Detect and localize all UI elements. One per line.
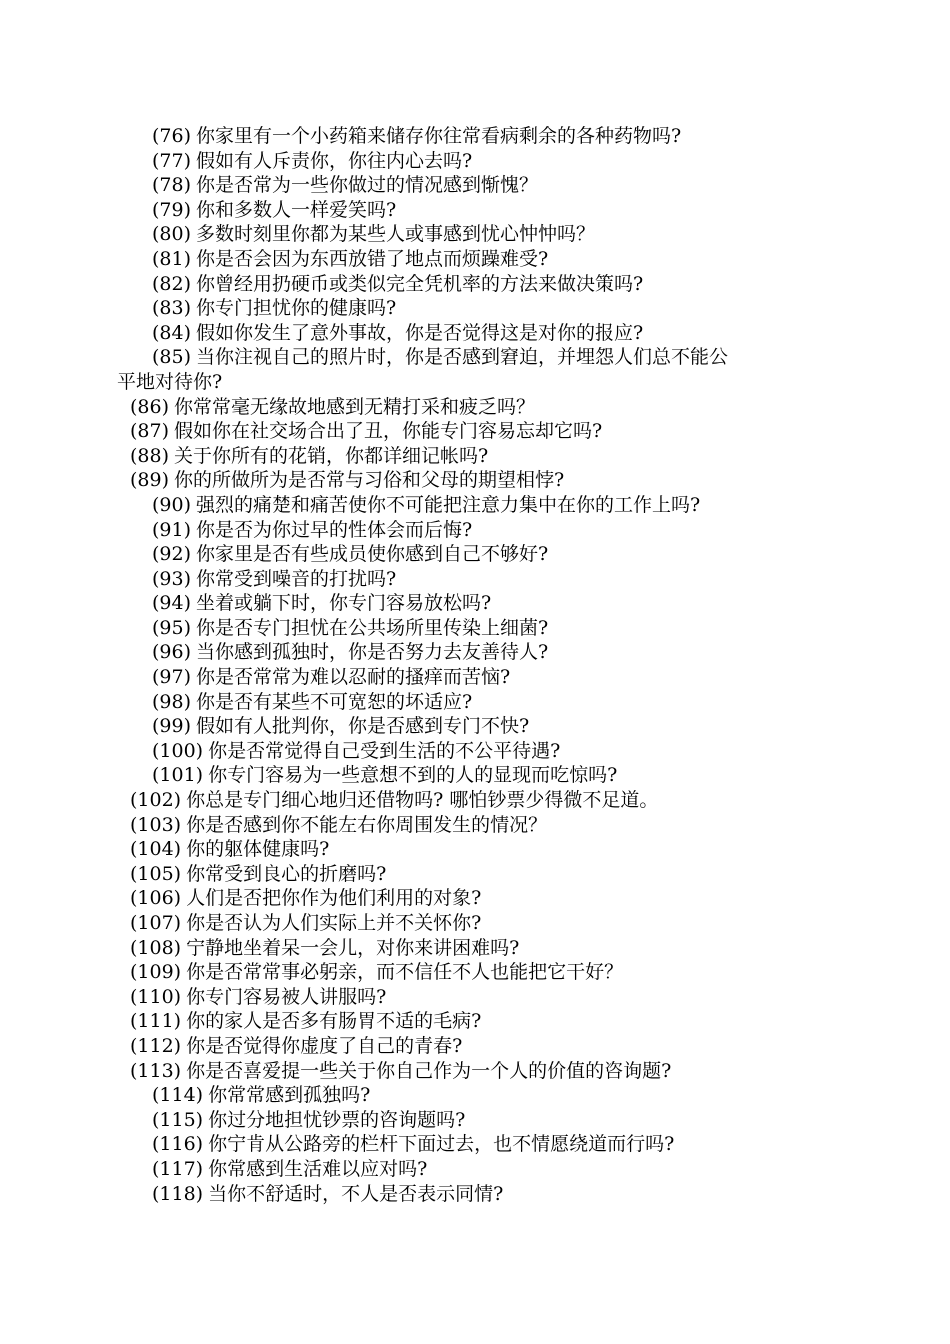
question-101 xyxy=(0,763,950,788)
question-number: (107) xyxy=(130,912,182,934)
question-94 xyxy=(0,591,950,616)
question-117 xyxy=(0,1157,950,1182)
question-text: 假如你发生了意外事故，你是否觉得这是对你的报应? xyxy=(196,321,644,344)
question-number: (102) xyxy=(130,789,182,812)
question-86 xyxy=(0,395,950,420)
question-number: (115) xyxy=(152,1108,204,1131)
question-number: (87) xyxy=(130,420,170,443)
question-text: 你宁肯从公路旁的栏杆下面过去，也不情愿绕道而行吗? xyxy=(208,1133,675,1156)
question-102 xyxy=(0,788,950,813)
question-number: (94) xyxy=(152,592,192,615)
question-text: 强烈的痛楚和痛苦使你不可能把注意力集中在你的工作上吗? xyxy=(196,493,701,516)
question-text: 你过分地担忧钞票的咨询题吗? xyxy=(208,1108,466,1131)
question-109 xyxy=(0,960,950,985)
question-number: (85) xyxy=(152,346,192,369)
question-text: 假如你在社交场合出了丑，你能专门容易忘却它吗? xyxy=(174,420,603,443)
question-text: 假如有人斥责你，你往内心去吗? xyxy=(196,149,473,172)
question-number: (95) xyxy=(152,616,192,639)
question-text: 坐着或躺下时，你专门容易放松吗? xyxy=(196,592,492,615)
question-number: (114) xyxy=(152,1084,204,1107)
question-92 xyxy=(0,542,950,567)
question-number: (93) xyxy=(152,567,192,590)
question-80 xyxy=(0,222,950,247)
question-110 xyxy=(0,985,950,1010)
question-number: (106) xyxy=(130,887,182,910)
question-98 xyxy=(0,690,950,715)
question-83 xyxy=(0,296,950,321)
question-81 xyxy=(0,247,950,272)
question-text: 你专门容易为一些意想不到的人的显现而吃惊吗? xyxy=(208,764,618,787)
question-number: (78) xyxy=(152,174,192,197)
question-number: (79) xyxy=(152,198,192,221)
question-number: (111) xyxy=(130,1010,182,1033)
question-text: 你是否常觉得自己受到生活的不公平待遇? xyxy=(208,739,561,762)
question-text: 当你注视自己的照片时，你是否感到窘迫，并埋怨人们总不能公 xyxy=(196,346,729,369)
question-115 xyxy=(0,1108,950,1133)
question-111 xyxy=(0,1009,950,1034)
question-number: (97) xyxy=(152,666,192,689)
question-number: (118) xyxy=(152,1182,204,1205)
question-107 xyxy=(0,911,950,936)
question-text: 你的家人是否多有肠胃不适的毛病? xyxy=(186,1010,482,1033)
question-text: 你曾经用扔硬币或类似完全凭机率的方法来做决策吗? xyxy=(196,272,644,295)
question-text: 你常感到生活难以应对吗? xyxy=(208,1157,428,1180)
question-106 xyxy=(0,886,950,911)
question-112 xyxy=(0,1034,950,1059)
question-113 xyxy=(0,1059,950,1084)
question-number: (98) xyxy=(152,690,192,713)
question-text: 假如有人批判你，你是否感到专门不快? xyxy=(196,715,530,738)
question-text: 你的所做所为是否常与习俗和父母的期望相悖? xyxy=(174,469,565,492)
question-number: (117) xyxy=(152,1157,204,1180)
question-text: 你是否有某些不可宽恕的坏适应? xyxy=(196,690,473,713)
question-103 xyxy=(0,813,950,838)
question-text: 当你感到孤独时，你是否努力去友善待人? xyxy=(196,641,549,664)
question-number: (86) xyxy=(130,395,170,418)
question-text: 你是否觉得你虚度了自己的青春? xyxy=(186,1034,463,1057)
question-number: (104) xyxy=(130,838,182,861)
question-105 xyxy=(0,862,950,887)
question-100 xyxy=(0,739,950,764)
question-text: 你家里有一个小药箱来储存你往常看病剩余的各种药物吗? xyxy=(196,125,682,147)
question-number: (88) xyxy=(130,444,170,467)
question-number: (80) xyxy=(152,223,192,246)
question-number: (105) xyxy=(130,862,182,885)
question-104 xyxy=(0,837,950,862)
question-text: 你是否为你过早的性体会而后悔? xyxy=(196,518,473,541)
question-text: 你和多数人一样爱笑吗? xyxy=(196,198,397,221)
question-87 xyxy=(0,419,950,444)
question-number: (96) xyxy=(152,641,192,664)
question-91 xyxy=(0,518,950,543)
question-text: 人们是否把你作为他们利用的对象? xyxy=(186,887,482,910)
question-96 xyxy=(0,640,950,665)
question-number: (83) xyxy=(152,297,192,320)
question-118 xyxy=(0,1182,950,1207)
question-text: 关于你所有的花销，你都详细记帐吗? xyxy=(174,444,489,467)
question-number: (99) xyxy=(152,715,192,738)
question-number: (92) xyxy=(152,543,192,566)
question-93 xyxy=(0,567,950,592)
question-text: 你家里是否有些成员使你感到自己不够好? xyxy=(196,543,549,566)
question-number: (77) xyxy=(152,149,192,172)
question-number: (90) xyxy=(152,493,192,516)
question-text: 你是否常常事必躬亲，而不信任不人也能把它干好？ xyxy=(186,961,624,984)
question-85 xyxy=(0,345,950,370)
question-79 xyxy=(0,198,950,223)
question-text: 你是否常常为难以忍耐的搔痒而苦恼? xyxy=(196,666,511,689)
question-text: 你是否会因为东西放错了地点而烦躁难受? xyxy=(196,247,549,270)
question-text: 你是否感到你不能左右你周围发生的情况？ xyxy=(186,813,548,836)
question-89 xyxy=(0,468,950,493)
question-97 xyxy=(0,665,950,690)
question-text: 你是否喜爱提一些关于你自己作为一个人的价值的咨询题? xyxy=(186,1059,672,1082)
question-text: 你常受到良心的折磨吗? xyxy=(186,862,387,885)
question-116 xyxy=(0,1132,950,1157)
question-text: 你专门担忧你的健康吗? xyxy=(196,297,397,320)
question-85-continuation: 平地对待你? xyxy=(117,370,223,393)
question-text: 你常常毫无缘故地感到无精打采和疲乏吗？ xyxy=(174,395,536,418)
question-77 xyxy=(0,149,950,174)
question-number: (84) xyxy=(152,321,192,344)
question-text: 宁静地坐着呆一会儿，对你来讲困难吗? xyxy=(186,936,520,959)
question-text: 你是否常为一些你做过的情况感到惭愧？ xyxy=(196,174,539,197)
question-114 xyxy=(0,1083,950,1108)
question-number: (108) xyxy=(130,936,182,959)
question-text: 你常受到噪音的打扰吗? xyxy=(196,567,397,590)
question-text: 你是否专门担忧在公共场所里传染上细菌? xyxy=(196,616,549,639)
question-text: 你的躯体健康吗? xyxy=(186,838,330,861)
question-text: 当你不舒适时，不人是否表示同情? xyxy=(208,1182,504,1205)
question-number: (76) xyxy=(152,125,192,147)
question-number: (113) xyxy=(130,1059,182,1082)
question-number: (116) xyxy=(152,1133,204,1156)
question-list xyxy=(0,124,950,1206)
question-78 xyxy=(0,173,950,198)
question-number: (91) xyxy=(152,518,192,541)
question-82 xyxy=(0,272,950,297)
question-number: (112) xyxy=(130,1034,182,1057)
question-number: (103) xyxy=(130,813,182,836)
question-76 xyxy=(0,124,950,149)
question-number: (101) xyxy=(152,764,204,787)
question-text: 你常常感到孤独吗? xyxy=(208,1084,371,1107)
question-88 xyxy=(0,444,950,469)
question-number: (89) xyxy=(130,469,170,492)
question-number: (100) xyxy=(152,739,204,762)
question-84 xyxy=(0,321,950,346)
question-108 xyxy=(0,936,950,961)
question-text: 你是否认为人们实际上并不关怀你? xyxy=(186,912,482,934)
question-number: (109) xyxy=(130,961,182,984)
question-number: (110) xyxy=(130,985,182,1008)
question-text: 多数时刻里你都为某些人或事感到忧心忡忡吗？ xyxy=(196,223,596,246)
question-text: 你专门容易被人讲服吗? xyxy=(186,985,387,1008)
question-text: 你总是专门细心地归还借物吗? 哪怕钞票少得微不足道。 xyxy=(186,789,659,812)
question-number: (81) xyxy=(152,247,192,270)
question-number: (82) xyxy=(152,272,192,295)
question-90 xyxy=(0,493,950,518)
question-95 xyxy=(0,616,950,641)
question-99 xyxy=(0,714,950,739)
